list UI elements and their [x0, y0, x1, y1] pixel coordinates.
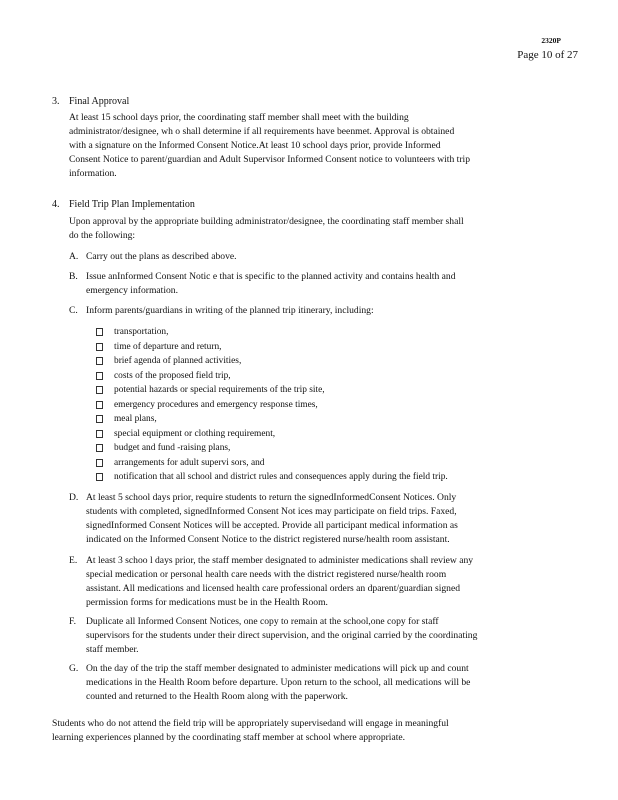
checkbox-glyph-icon: [96, 343, 103, 351]
item-text: Carry out the plans as described above.: [86, 251, 237, 262]
checkbox-glyph-icon: [96, 357, 103, 365]
document-page: 2320P Page 10 of 27 3. Final Approval At least 15 school days prior, the coordinating staff member shall meet with the building administrator/designee, wh o shall determine if all requirements have beenmet. Approval is obtained with a signature on the Informed Consent Notice.At least 10 school days prior, provide Informed Consent Notice to parent/guardian and Adult Supervisor Informed Consent notice to volunteers with trip information. 4. Field Trip Plan Implementation Upon approval by the appropriate building administrator/designee, the coordinating staff member shall do the following: A. Carry out the plans as described above. B. Issue anInformed Consent Notic e that is specific to the planned activity and contains health and emergency information. C. Inform parents/guardians in writing of the planned trip itinerary, including: transportation, time of departure and return, brief agenda of planned activities, costs of the proposed field trip, potential hazards or special requirements of the trip site, emergency procedures and emergency response times, meal plans, special equipment or clothing requirement, budget and fund -raising plans, arrangements for adult supervi sors, and notification that all school and district rules and consequences apply during the field trip. D. At least 5 school days prior, require students to return the signedInformedConsent Notices. Only students with completed, signedInformed Consent Not ices may participate on field trips. Faxed, signedInformed Consent Notices will be accepted. Provide all participant medical information as indicated on the Informed Consent Notice to the district registered nurse/health room assistant. E. At least 3 schoo l days prior, the staff member designated to administer medications shall review any special medication or personal health care needs with the district registered nurse/health room assistant. All medications and licensed health care professional orders an dparent/guardian signed permission forms for medications must be in the Health Room. F. Duplicate all Informed Consent Notices, one copy to remain at the school,one copy for staff supervisors for the students under their direct supervision, and the original carried by the coordinating staff member. G. On the day of the trip the staff member designated to administer medications will pick up and count medications in the Health Room before departure. Upon return to the school, all medications will be counted and returned to the Health Room along with the paperwork. Students who do not attend the field trip will be appropriately supervisedand will engage in meaningful learning experiences planned by the coordinating staff member at school where appropriate.: [0, 0, 618, 800]
checkbox-glyph-icon: [96, 415, 103, 423]
item-text: At least 5 school days prior, require students to return the signedInformedConsent Notices. Only students with completed, signedInformed Consent Not ices may participate on field trips. Faxed, signedInformed Consent Notices will be accepted. Provide all participant medical information as indicated on the Informed Consent Notice to the district registered nurse/health room assistant.: [86, 492, 458, 545]
checkbox-glyph-icon: [96, 328, 103, 336]
section-number: 4.: [52, 199, 60, 210]
item-letter: A.: [69, 251, 79, 262]
list-item-e: [69, 554, 579, 612]
list-item-d: [69, 491, 579, 549]
section-final-approval-heading: [52, 95, 572, 109]
section-title: Field Trip Plan Implementation: [69, 199, 195, 210]
list-item-c: [69, 304, 579, 318]
item-text: Duplicate all Informed Consent Notices, one copy to remain at the school,one copy for staff supervisors for the students under their direct supervision, and the original carried by the coordinating staff member.: [86, 616, 478, 655]
list-item-g: [69, 662, 579, 706]
checkbox-glyph-icon: [96, 401, 103, 409]
checkbox-glyph-icon: [96, 372, 103, 380]
checkbox-glyph-icon: [96, 386, 103, 394]
item-text: Inform parents/guardians in writing of the planned trip itinerary, including:: [86, 305, 374, 316]
item-letter: F.: [69, 616, 76, 627]
item-letter: B.: [69, 271, 78, 282]
implementation-intro: Upon approval by the appropriate building administrator/designee, the coordinating staff member shall do the following:: [69, 216, 464, 241]
checkbox-glyph-icon: [96, 444, 103, 452]
closing-paragraph: Students who do not attend the field trip will be appropriately supervisedand will engage in meaningful learning experiences planned by the coordinating staff member at school where appropriate.: [52, 718, 449, 743]
section-implementation-heading: [52, 198, 572, 212]
item-text: At least 3 schoo l days prior, the staff member designated to administer medications shall review any special medication or personal health care needs with the district registered nurse/health room assistant. All medications and licensed health care professional orders an dparent/guardian signed permission forms for medications must be in the Health Room.: [86, 555, 474, 608]
checkbox-glyph-icon: [96, 459, 103, 467]
list-item-a: [69, 250, 579, 264]
section-title: Final Approval: [69, 96, 130, 107]
item-text: Issue anInformed Consent Notic e that is specific to the planned activity and contains health and emergency information.: [86, 271, 456, 296]
item-text: On the day of the trip the staff member designated to administer medications will pick up and count medications in the Health Room before departure. Upon return to the school, all medications will be counted and returned to the Health Room along with the paperwork.: [86, 663, 471, 702]
item-letter: G.: [69, 663, 79, 674]
page-number: Page 10 of 27: [517, 49, 578, 61]
document-code: 2320P: [541, 36, 561, 45]
list-item-f: [69, 615, 579, 659]
item-letter: D.: [69, 492, 79, 503]
section-number: 3.: [52, 96, 60, 107]
item-letter: E.: [69, 555, 78, 566]
final-approval-body: At least 15 school days prior, the coordinating staff member shall meet with the building administrator/designee, wh o shall determine if all requirements have beenmet. Approval is obtained with a signature on the Informed Consent Notice.At least 10 school days prior, provide Informed Consent Notice to parent/guardian and Adult Supervisor Informed Consent notice to volunteers with trip information.: [69, 112, 470, 179]
checkbox-glyph-icon: [96, 473, 103, 481]
checkbox-glyph-icon: [96, 430, 103, 438]
list-item-b: [69, 270, 579, 300]
item-letter: C.: [69, 305, 78, 316]
